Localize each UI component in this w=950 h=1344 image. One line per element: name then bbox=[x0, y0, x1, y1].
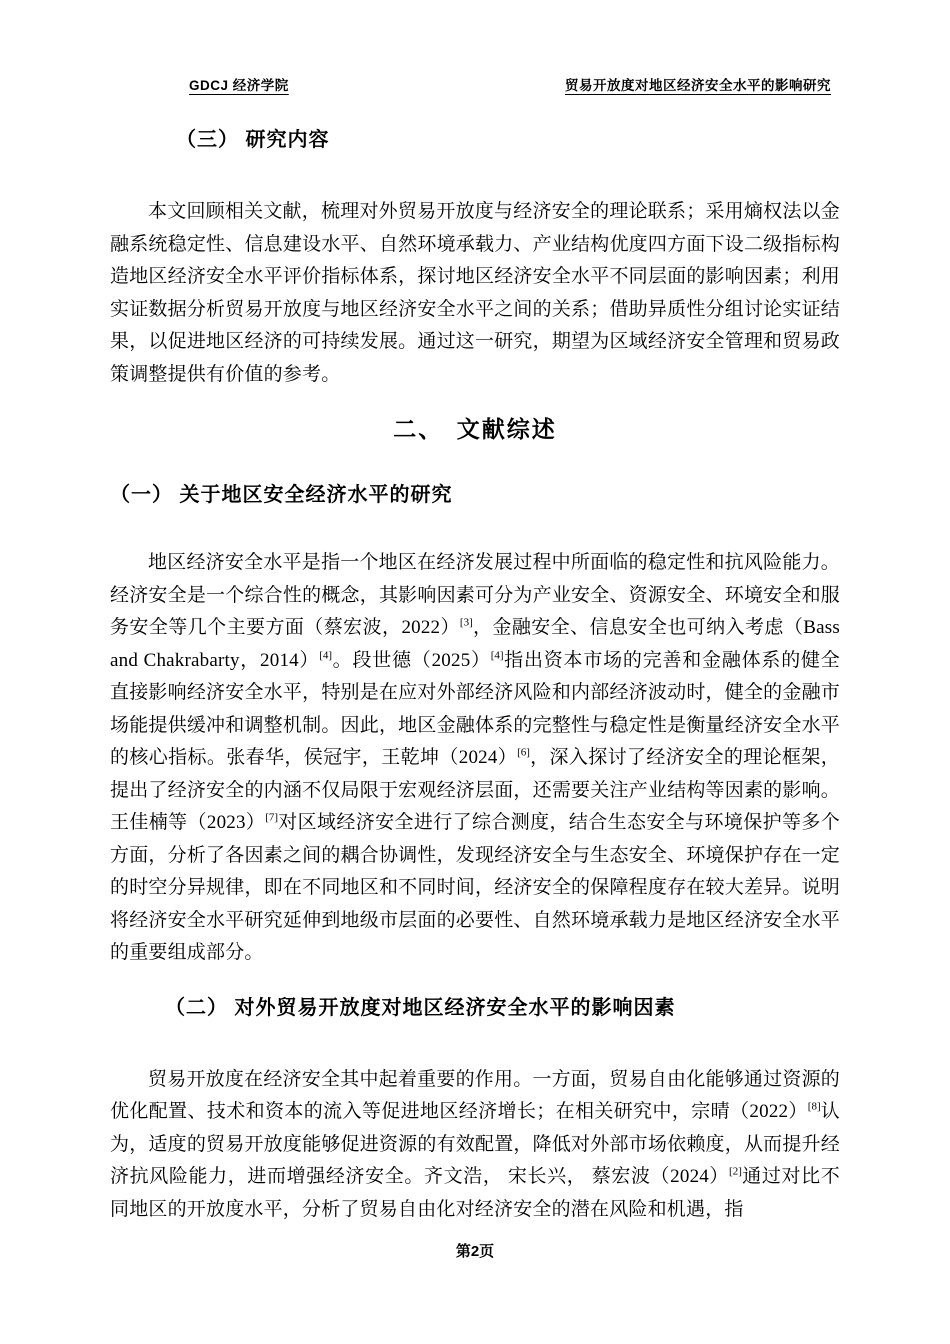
chapter-heading-literature-review: 二、 文献综述 bbox=[393, 416, 557, 442]
section-heading-research-content: （三） 研究内容 bbox=[176, 129, 330, 151]
header-document-title: 贸易开放度对地区经济安全水平的影响研究 bbox=[565, 78, 831, 93]
paragraph-regional-security-research: 地区经济安全水平是指一个地区在经济发展过程中所面临的稳定性和抗风险能力。经济安全是一个综合性的概念，其影响因素可分为产业安全、资源安全、环境安全和服务安全等几个主要方面（蔡宏波，2022）[3]，金融安全、信息安全也可纳入考虑（Bass and Chakrabarty，2014）[4]。段世德（2025）[4]指出资本市场的完善和金融体系的健全直接影响经济安全水平，特别是在应对外部经济风险和内部经济波动时，健全的金融市场能提供缓冲和调整机制。因此，地区金融体系的完整性与稳定性是衡量经济安全水平的核心指标。张春华，侯冠宇，王乾坤（2024）[6]，深入探讨了经济安全的理论框架，提出了经济安全的内涵不仅局限于宏观经济层面，还需要关注产业结构等因素的影响。王佳楠等（2023）[7]对区域经济安全进行了综合测度，结合生态安全与环境保护等多个方面，分析了各因素之间的耦合协调性，发现经济安全与生态安全、环境保护存在一定的时空分异规律，即在不同地区和不同时间，经济安全的保障程度存在较大差异。说明将经济安全水平研究延伸到地级市层面的必要性、自然环境承载力是地区经济安全水平的重要组成部分。 bbox=[110, 552, 840, 963]
header-school-name: GDCJ 经济学院 bbox=[189, 78, 289, 93]
page-content bbox=[110, 0, 840, 1226]
page-number: 第2页 bbox=[455, 1243, 495, 1260]
paragraph-trade-openness-factors: 贸易开放度在经济安全其中起着重要的作用。一方面，贸易自由化能够通过资源的优化配置、技术和资本的流入等促进地区经济增长；在相关研究中，宗晴（2022）[8]认为，适度的贸易开放度能够促进资源的有效配置，降低对外部市场依赖度，从而提升经济抗风险能力，进而增强经济安全。齐文浩， 宋长兴， 蔡宏波（2024）[2]通过对比不同地区的开放度水平，分析了贸易自由化对经济安全的潜在风险和机遇，指 bbox=[110, 1068, 841, 1220]
paragraph-research-content: 本文回顾相关文献，梳理对外贸易开放度与经济安全的理论联系；采用熵权法以金融系统稳定性、信息建设水平、自然环境承载力、产业结构优度四方面下设二级指标构造地区经济安全水平评价指标体系，探讨地区经济安全水平不同层面的影响因素；利用实证数据分析贸易开放度与地区经济安全水平之间的关系；借助异质性分组讨论实证结果，以促进地区经济的可持续发展。通过这一研究，期望为区域经济安全管理和贸易政策调整提供有价值的参考。 bbox=[110, 201, 840, 385]
subsection-heading-regional-security-research: （一） 关于地区安全经济水平的研究 bbox=[110, 484, 453, 506]
subsection-heading-trade-openness-factors: （二） 对外贸易开放度对地区经济安全水平的影响因素 bbox=[165, 996, 676, 1019]
